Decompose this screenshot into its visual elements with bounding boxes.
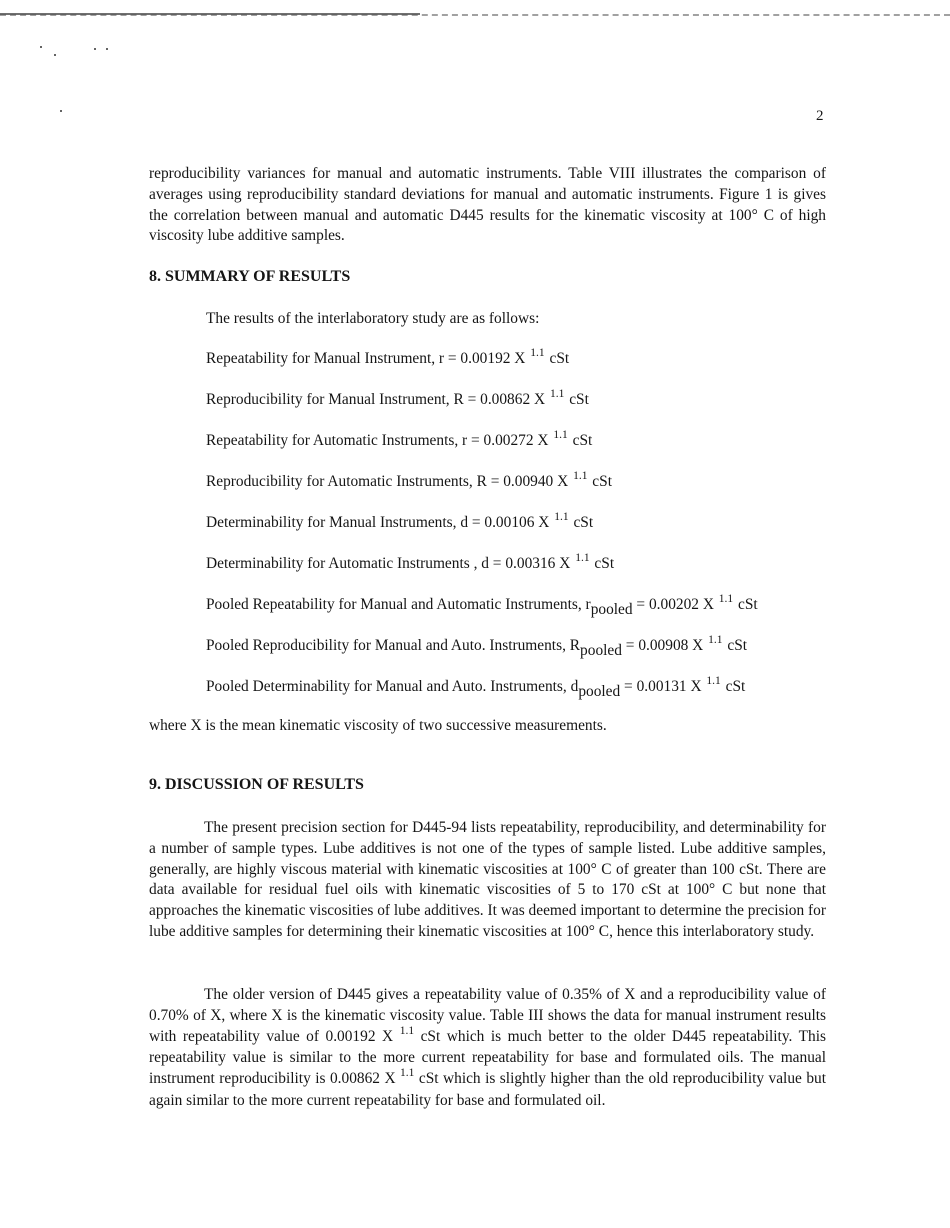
summary-item-exponent: 1.1 xyxy=(575,552,590,564)
scan-speck xyxy=(60,110,62,112)
discussion-paragraph-2-text: cSt which is slightly higher than the old reproducibility value but again similar to the more current repeatability for base and formulated oil. xyxy=(149,1070,826,1109)
summary-lead: The results of the interlaboratory study are as follows: xyxy=(206,310,540,327)
summary-item-exponent: 1.1 xyxy=(573,470,588,482)
summary-item-text: Repeatability for Manual Instrument, r = 0.00192 X xyxy=(206,350,526,367)
intro-paragraph: reproducibility variances for manual and automatic instruments. Table VIII illustrates the comparison of averages using reproducibility standard deviations for manual and automatic instruments. Figure 1 is gives the correlation between manual and automatic D445 results for the kinematic viscosity at 100° C of high viscosity lube additive samples. xyxy=(149,165,826,245)
summary-item-unit: cSt xyxy=(549,350,570,367)
summary-item-exponent: 1.1 xyxy=(549,388,565,400)
summary-heading: 8. SUMMARY OF RESULTS xyxy=(149,268,351,285)
summary-item xyxy=(206,349,569,370)
summary-item-unit: cSt xyxy=(592,473,612,490)
discussion-paragraph-2 xyxy=(149,985,826,1112)
summary-item-exponent: 1.1 xyxy=(708,634,723,646)
summary-item-unit: cSt xyxy=(594,555,615,572)
page-content xyxy=(149,164,826,1109)
summary-item xyxy=(206,554,614,575)
page-number: 2 xyxy=(816,108,824,124)
discussion-heading: 9. DISCUSSION OF RESULTS xyxy=(149,776,364,793)
summary-item-pooled xyxy=(206,595,758,616)
summary-item-unit: cSt xyxy=(569,391,589,408)
summary-item-unit: cSt xyxy=(738,596,758,613)
summary-item xyxy=(206,390,589,411)
scan-edge-dashes xyxy=(0,14,950,16)
summary-item-unit: cSt xyxy=(725,678,746,695)
discussion-exponent: 1.1 xyxy=(400,1067,415,1080)
summary-item-value: = 0.00202 X xyxy=(632,596,714,613)
summary-item xyxy=(206,431,592,452)
summary-item-unit: cSt xyxy=(727,637,748,654)
summary-item xyxy=(206,513,593,534)
summary-footnote: where X is the mean kinematic viscosity of two successive measurements. xyxy=(149,717,607,734)
summary-item-exponent: 1.1 xyxy=(706,675,721,687)
summary-item-subscript: pooled xyxy=(590,601,633,618)
scan-speck xyxy=(40,46,42,48)
summary-item-exponent: 1.1 xyxy=(718,593,734,605)
summary-item-text: Reproducibility for Manual Instrument, R = 0.00862 X xyxy=(206,391,546,408)
summary-item-subscript: pooled xyxy=(580,642,622,659)
summary-item-pooled xyxy=(206,636,747,657)
discussion-paragraph-1: The present precision section for D445-94 lists repeatability, reproducibility, and determinability for a number of sample types. Lube additives is not one of the types of sample listed. Lube additive samples, generally, are highly viscous material with kinematic viscosities at 100° C of greater than 100 cSt. There are data available for residual fuel oils with kinematic viscosities of 5 to 170 cSt at 100° C but none that approaches the kinematic viscosities of lube additives. It was deemed important to determine the precision for lube additive samples for determining their kinematic viscosities at 100° C, hence this interlaboratory study. xyxy=(149,819,826,940)
summary-item-text: Repeatability for Automatic Instruments, r = 0.00272 X xyxy=(206,432,549,449)
scan-speck xyxy=(54,54,56,56)
summary-item-subscript: pooled xyxy=(578,683,621,700)
summary-item-pooled xyxy=(206,677,745,698)
scan-speck xyxy=(106,48,108,50)
summary-item-exponent: 1.1 xyxy=(554,511,569,523)
discussion-paragraph-2-text: The older version of D445 gives a repeatability value of 0.35% of X and a reproducibility value of 0.70% of X, where X is the kinematic viscosity value. Table III shows the data for manual instrument results with repeatability value of 0.00192 X xyxy=(149,986,826,1045)
summary-item-exponent: 1.1 xyxy=(553,429,568,441)
summary-item-unit: cSt xyxy=(572,432,593,449)
summary-item-value: = 0.00131 X xyxy=(620,678,702,695)
summary-item-text: Pooled Determinability for Manual and Auto. Instruments, d xyxy=(206,678,579,695)
summary-item-unit: cSt xyxy=(573,514,594,531)
summary-item-text: Determinability for Manual Instruments, d = 0.00106 X xyxy=(206,514,550,531)
discussion-paragraph-2-text: cSt which is much better to the older D445 repeatability. This repeatability value is similar to the more current repeatability for base and formulated oils. The manual instrument reproducibility is 0.00862 X xyxy=(149,1027,826,1088)
summary-item-text: Pooled Reproducibility for Manual and Auto. Instruments, R xyxy=(206,637,581,654)
scan-speck xyxy=(94,48,96,50)
summary-item-text: Determinability for Automatic Instruments , d = 0.00316 X xyxy=(206,555,571,572)
discussion-exponent: 1.1 xyxy=(399,1024,415,1037)
summary-item-exponent: 1.1 xyxy=(530,347,545,359)
summary-item-value: = 0.00908 X xyxy=(621,637,704,654)
summary-item xyxy=(206,472,612,493)
summary-item-text: Reproducibility for Automatic Instruments, R = 0.00940 X xyxy=(206,473,569,490)
summary-item-text: Pooled Repeatability for Manual and Automatic Instruments, r xyxy=(206,596,591,613)
